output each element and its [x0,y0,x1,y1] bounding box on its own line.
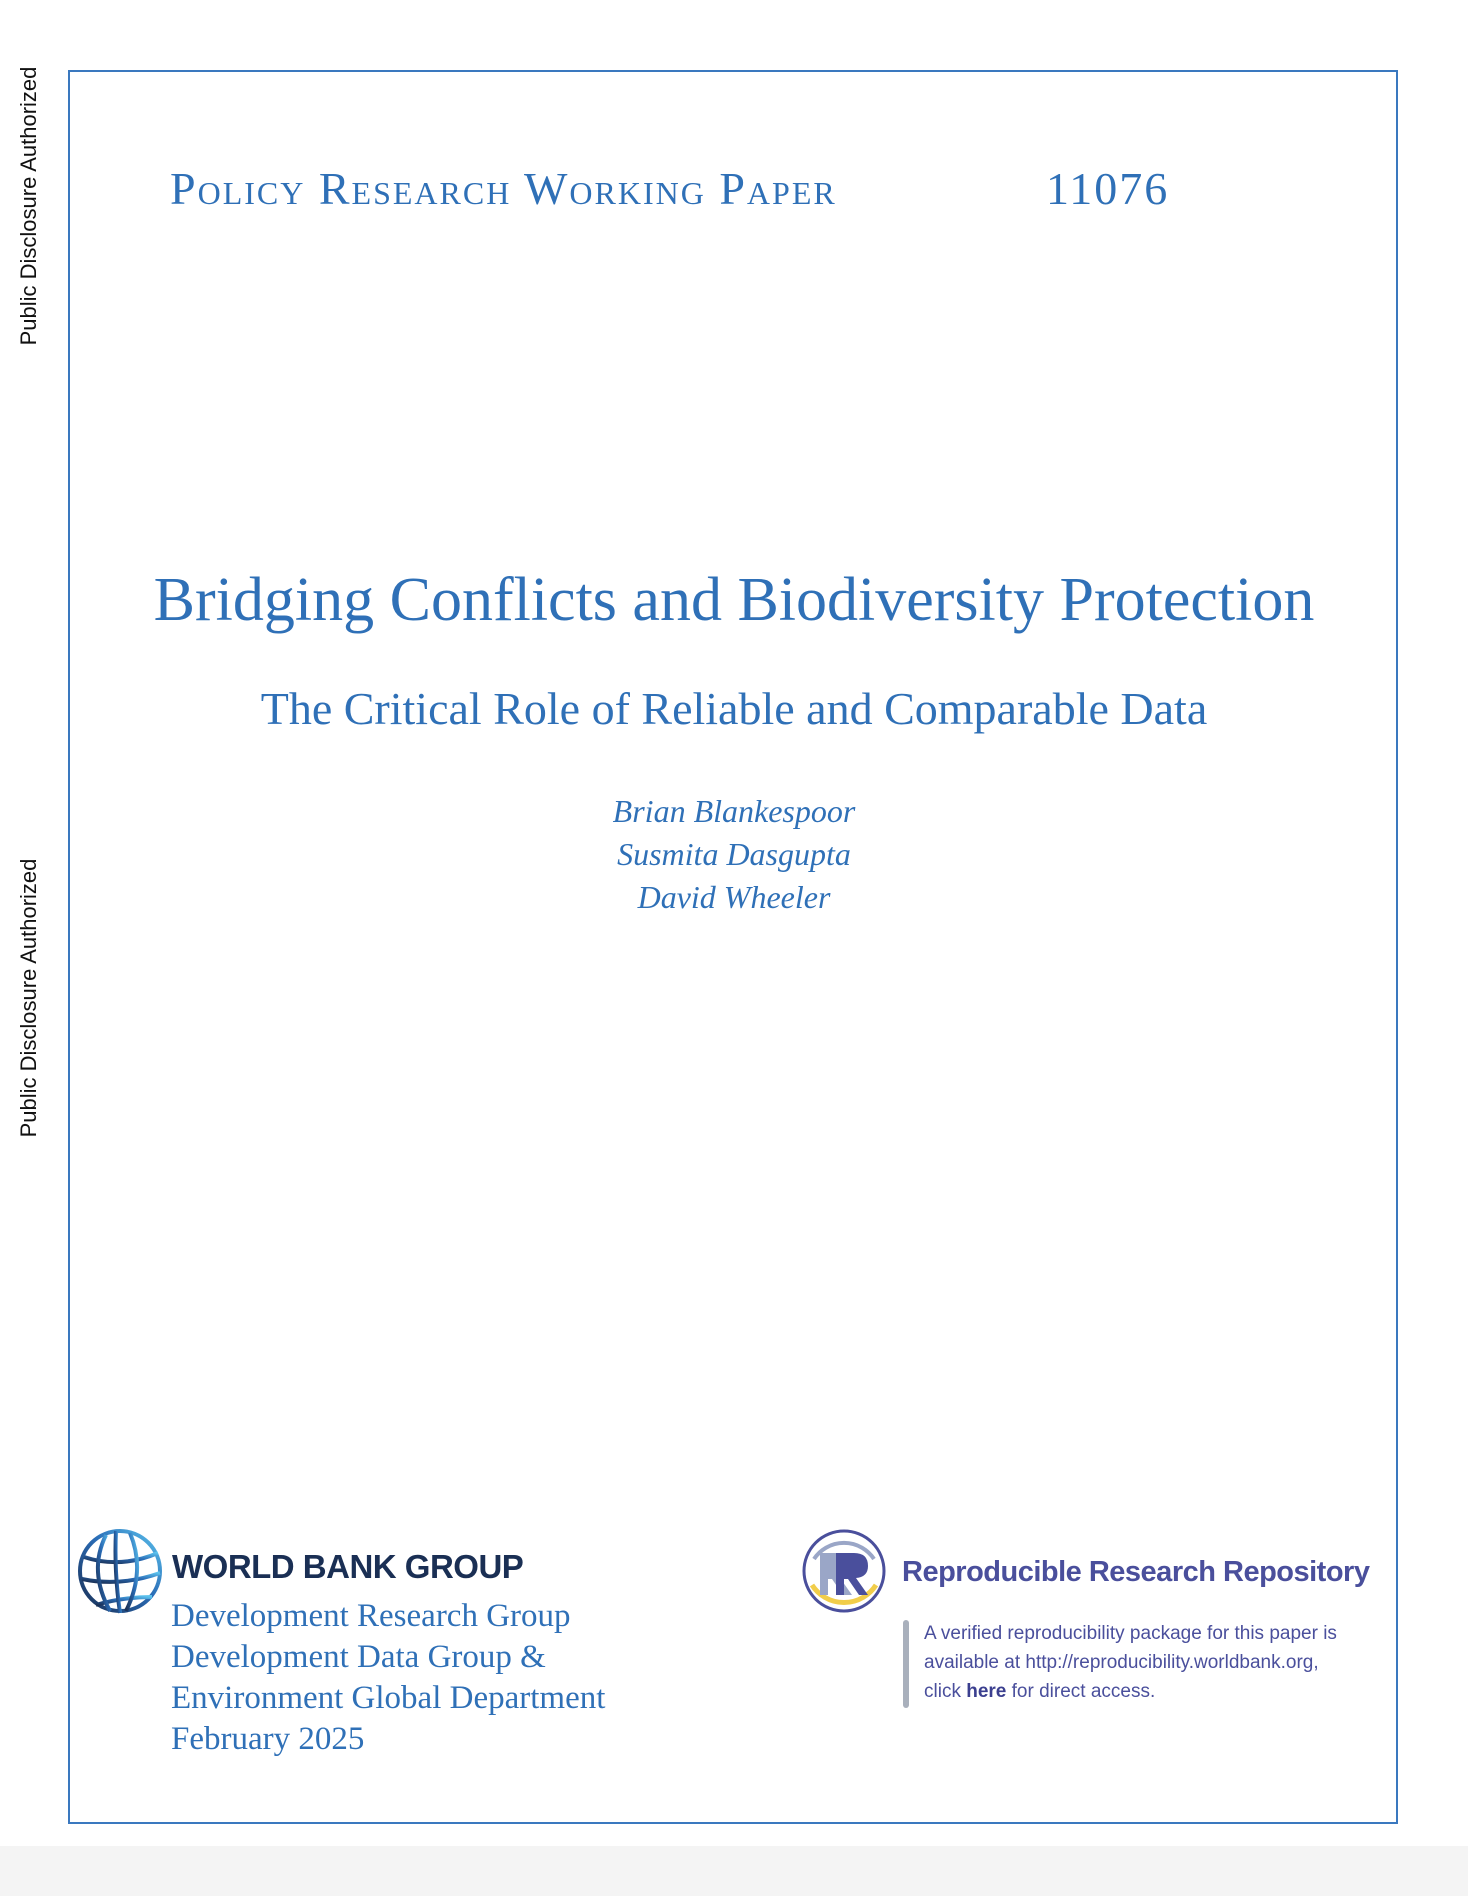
author-name: David Wheeler [637,879,831,915]
side-disclosure-label: Public Disclosure Authorized [16,858,41,1138]
repository-text: for direct access. [1006,1681,1156,1702]
author-name: Susmita Dasgupta [617,836,851,872]
author-list [0,790,1468,919]
organization-name: WORLD BANK GROUP [172,1548,524,1585]
department-info [171,1596,605,1760]
author-name: Brian Blankespoor [612,793,856,829]
repository-line [924,1677,1337,1706]
repository-text: click [924,1681,967,1702]
here-link[interactable]: here [966,1681,1007,1702]
paper-title: Bridging Conflicts and Biodiversity Protection [153,566,1315,634]
repository-line: available at http://reproducibility.worldbank.org, [924,1652,1319,1673]
department-line: Development Research Group [171,1598,571,1634]
rrr-logo-icon [800,1527,888,1615]
globe-icon [76,1527,164,1615]
quote-bar [903,1620,909,1708]
repository-title: Reproducible Research Repository [902,1556,1370,1588]
viewer-bottom-margin [0,1846,1468,1896]
publication-date: February 2025 [171,1721,365,1757]
department-line: Development Data Group & [171,1639,546,1675]
department-line: Environment Global Department [171,1680,606,1716]
paper-subtitle: The Critical Role of Reliable and Comparable Data [260,683,1208,734]
series-title: Policy Research Working Paper [170,163,837,214]
side-disclosure-label: Public Disclosure Authorized [16,66,41,346]
repository-line: A verified reproducibility package for this paper is [924,1623,1337,1644]
repository-description [924,1619,1337,1706]
paper-number: 11076 [1046,163,1170,214]
